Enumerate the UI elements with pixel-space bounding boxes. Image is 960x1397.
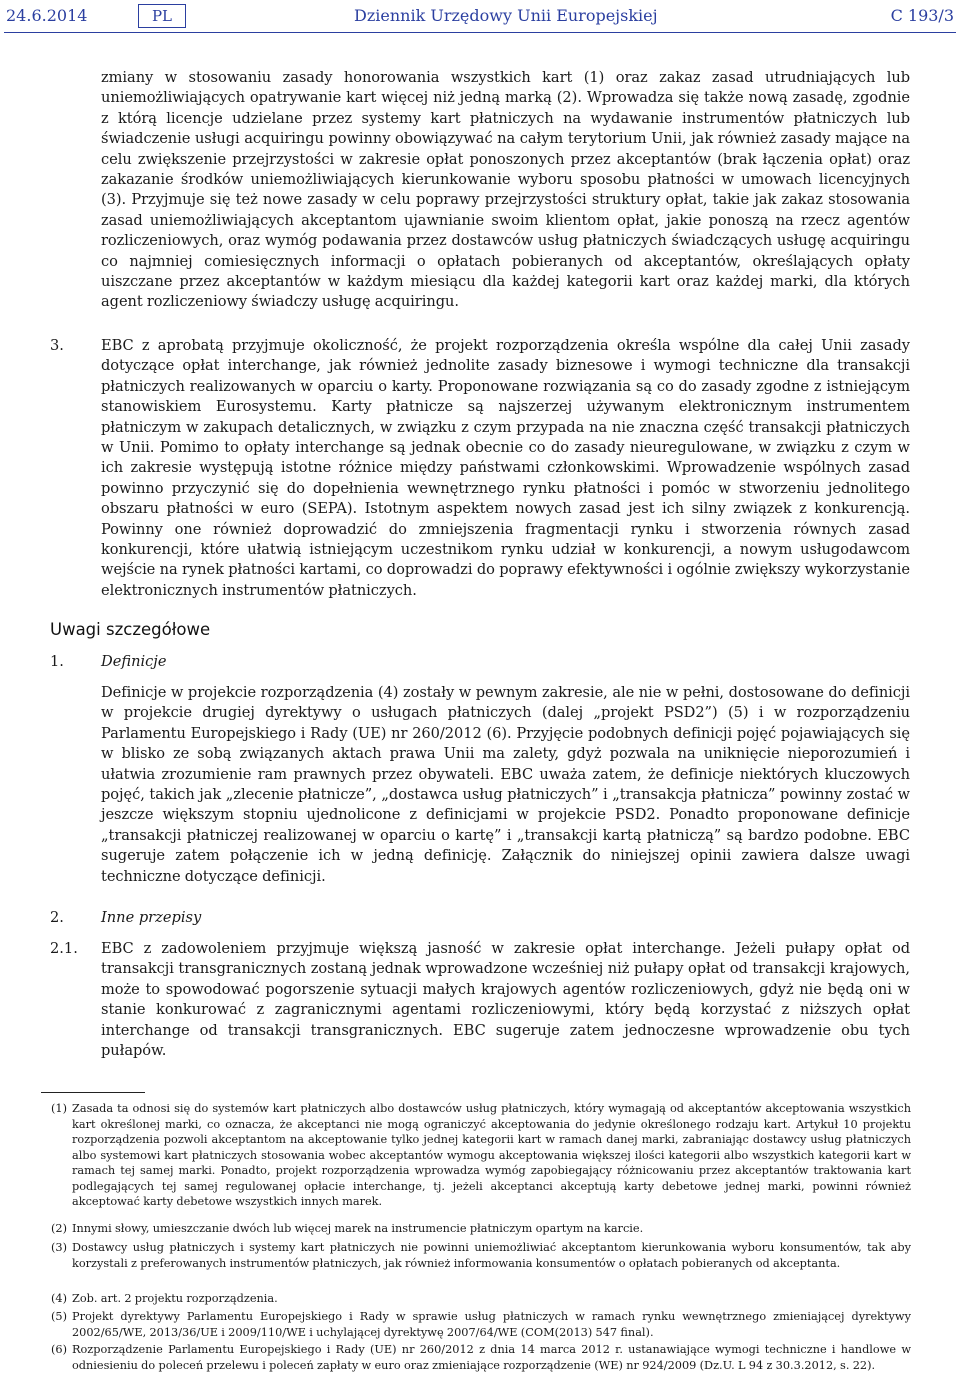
paragraph-intro: zmiany w stosowaniu zasady honorowania wszystkich kart (1) oraz zakaz zasad utrudniających lub uniemożliwiających opatrywanie kart więcej niż jedną marką (2). Wprowadza się także nową zasadę, zgodnie z którą licencje udzielane przez systemy kart płatniczych na wydawanie instrumentów płatniczych lub świadczenie usługi acquiringu powinny obowiązywać na całym terytorium Unii, jak również zasady mające na celu zwiększenie przejrzystości w zakresie opłat ponoszonych przez akceptantów (brak łączenia opłat) oraz zakazanie środków uniemożliwiających kierunkowanie wyboru sposobu płatności w umowach licencyjnych (3). Przyjmuje się też nowe zasady w celu poprawy przejrzystości struktury opłat, takie jak zakaz stosowania zasad uniemożliwiających akceptantom ujawnianie swoim klientom opłat, jakie ponoszą na rzecz agentów rozliczeniowych, oraz wymóg podawania przez dostawców usług płatniczych świadczących usługę acquiringu co najmniej comiesięcznych informacji o opłatach pobieranych od akceptantów, określających opłaty uiszczane przez akceptantów w każdym miesiącu dla każdej kategorii kart oraz każdej marki, dla których agent rozliczeniowy świadczy usługę acquiringu. <box>101 69 910 311</box>
footnote-text: Dostawcy usług płatniczych i systemy kart płatniczych nie powinni uniemożliwiać akceptantom kierunkowania wyboru konsumentów, tak aby korzystali z preferowanych instrumentów płatniczych, jak również informowania konsumentów o opłatach pobieranych od akceptanta. <box>72 1241 911 1270</box>
journal-header <box>6 4 954 30</box>
paragraph-definitions: Definicje w projekcie rozporządzenia (4) zostały w pewnym zakresie, ale nie w pełni, dostosowane do definicji w projekcie drugiej dyrektywy o usługach płatniczych (dalej „projekt PSD2”) (5) i w rozporządzeniu Parlamentu Europejskiego i Rady (UE) nr 260/2012 (6). Przyjęcie podobnych definicji pojęć pojawiających się w blisko ze sobą związanych aktach prawa Unii ma zalety, gdyż pozwala na uniknięcie nieporozumień i ułatwia zrozumienie ram prawnych przez obywateli. EBC uważa zatem, że definicje niektórych kluczowych pojęć, takich jak „zlecenie płatnicze”, „dostawca usług płatniczych” i „transakcja płatnicza” powinny zostać w jeszcze większym stopniu ujednolicone z definicjami w projekcie PSD2. Ponadto proponowane definicje „transakcji płatniczej realizowanej w oparciu o kartę” i „transakcji kartą płatniczą” są bardzo podobne. EBC sugeruje zatem połączenie ich w jedną definicję. Załącznik do niniejszej opinii zawiera dalsze uwagi techniczne dotyczące definicji. <box>101 684 910 885</box>
footnote-text: Zasada ta odnosi się do systemów kart płatniczych albo dostawców usług płatniczych, który wymagają od akceptantów akceptowania wszystkich kart określonej marki, co oznacza, że akceptanci nie mogą ograniczyć akceptowania do jedynie określonego rodzaju kart. Artykuł 10 projektu rozporządzenia pozwoli akceptantom na akceptowanie tylko jednej kategorii kart w ramach danej marki, zabraniając dostawcy usług płatniczych albo systemowi kart płatniczych stosowania wobec akceptantów wymogu akceptowania większej ilości kategorii albo wszystkich kategorii kart w ramach tej samej marki. Ponadto, projekt rozporządzenia wprowadza wymóg zapobiegający różnicowaniu przez akceptantów traktowania kart podlegających tej samej regulowanej opłacie interchange, tj. jeżeli akceptanci akceptują karty debetowe jednej marki, powinni również akceptować karty debetowe wszystkich innych marek. <box>72 1102 911 1208</box>
subsection-title-inne-przepisy: Inne przepisy <box>101 909 202 926</box>
subsection-number-1: 1. <box>50 653 64 670</box>
language-box: PL <box>138 4 186 28</box>
footnote-mark: (1) <box>51 1102 68 1115</box>
footnote-mark: (6) <box>51 1343 68 1356</box>
paragraph-3: EBC z aprobatą przyjmuje okoliczność, że projekt rozporządzenia określa wspólne dla całej Unii zasady dotyczące opłat interchange, jak również jednolite zasady biznesowe i wymogi techniczne dla transakcji płatniczych realizowanych w oparciu o karty. Proponowane rozwiązania są co do zasady zgodne z istniejącym stanowiskiem Eurosystemu. Karty płatnicze są najszerzej używanym elektronicznym instrumentem płatniczym w zakupach detalicznych, w związku z czym przypada na nie znaczna część transakcji płatniczych w Unii. Pomimo to opłaty interchange są jednak obecnie co do zasady nieuregulowane, w związku z czym w ich zakresie występują istotne różnice między państwami członkowskimi. Wprowadzenie wspólnych zasad powinno przyczynić się do dopełnienia wewnętrznego rynku płatności i pomóc w stworzeniu jednolitego obszaru płatności w euro (SEPA). Istotnym aspektem nowych zasad jest ich silny związek z konkurencją. Powinny one również doprowadzić do zmniejszenia fragmentacji rynku i stworzenia równych zasad konkurencji, które ułatwią istniejącym uczestnikom rynku udział w konkurencji, a nowym usługodawcom wejście na rynek płatności kartami, co doprowadzi do poprawy efektywności i ogólnie zwiększy wykorzystanie elektronicznych instrumentów płatniczych. <box>101 337 910 599</box>
footnote-mark: (5) <box>51 1310 68 1323</box>
page-number: C 193/3 <box>890 6 954 25</box>
footnote <box>51 1342 911 1373</box>
footnote-text: Rozporządzenie Parlamentu Europejskiego i Rady (UE) nr 260/2012 z dnia 14 marca 2012 r. ustanawiające wymogi techniczne i handlowe w odniesieniu do poleceń przelewu i poleceń zapłaty w euro oraz zmieniające rozporządzenie (WE) nr 924/2009 (Dz.U. L 94 z 30.3.2012, s. 22). <box>72 1343 911 1372</box>
subsection-title-definicje: Definicje <box>101 653 167 670</box>
header-date: 24.6.2014 <box>6 6 88 25</box>
footnote <box>51 1221 911 1237</box>
footnote-rule <box>41 1092 145 1093</box>
footnote <box>51 1309 911 1340</box>
footnote-text: Innymi słowy, umieszczanie dwóch lub więcej marek na instrumencie płatniczym opartym na karcie. <box>72 1222 644 1235</box>
footnote <box>51 1240 911 1271</box>
paragraph-number-3: 3. <box>50 337 64 354</box>
footnote-text: Zob. art. 2 projektu rozporządzenia. <box>72 1292 278 1305</box>
subsection-number-2: 2. <box>50 909 64 926</box>
footnote-text: Projekt dyrektywy Parlamentu Europejskiego i Rady w sprawie usług płatniczych w ramach rynku wewnętrznego zmieniającej dyrektywy 2002/65/WE, 2013/36/UE i 2009/110/WE i uchylającej dyrektywę 2007/64/WE (COM(2013) 547 final). <box>72 1310 911 1339</box>
footnote-mark: (3) <box>51 1241 68 1254</box>
footnote-mark: (2) <box>51 1222 68 1235</box>
footnote <box>51 1101 911 1210</box>
journal-title: Dziennik Urzędowy Unii Europejskiej <box>354 6 658 25</box>
section-heading: Uwagi szczegółowe <box>50 620 211 639</box>
paragraph-2-1: EBC z zadowoleniem przyjmuje większą jasność w zakresie opłat interchange. Jeżeli pułapy opłat od transakcji transgranicznych zostaną jednak wprowadzone wcześniej niż pułapy opłat od transakcji krajowych, może to spowodować pogorszenie sytuacji małych krajowych agentów rozliczeniowych, gdyż nie będą oni w stanie konkurować z zagranicznymi agentami rozliczeniowymi, który będą korzystać z niższych opłat interchange od transakcji transgranicznych. EBC sugeruje zatem jednoczesne wprowadzenie obu tych pułapów. <box>101 940 910 1060</box>
footnote <box>51 1291 911 1307</box>
paragraph-number-2-1: 2.1. <box>50 940 78 957</box>
footnote-mark: (4) <box>51 1292 68 1305</box>
header-rule <box>4 32 956 33</box>
